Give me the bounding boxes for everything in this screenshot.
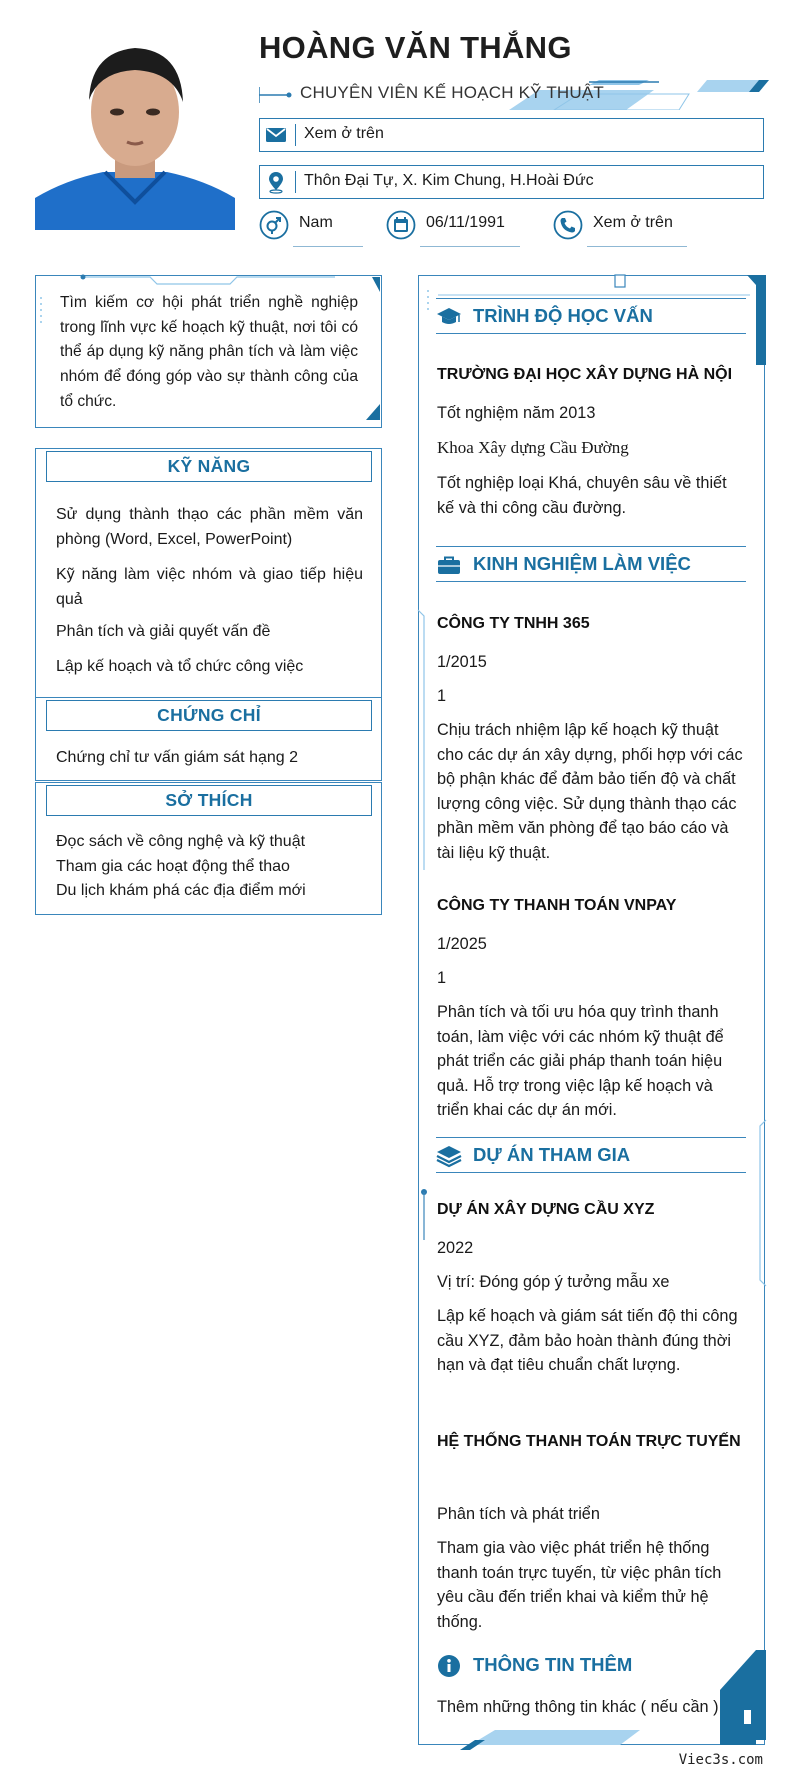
- major: Khoa Xây dựng Cầu Đường: [437, 438, 629, 457]
- underline: [293, 246, 363, 247]
- certificates-title: CHỨNG CHỈ: [46, 700, 372, 731]
- gender-icon: [259, 210, 289, 240]
- hobbies-title: SỞ THÍCH: [46, 785, 372, 816]
- calendar-icon: [386, 210, 416, 240]
- project-name: HỆ THỐNG THANH TOÁN TRỰC TUYẾN: [437, 1433, 741, 1450]
- job-role: 1: [437, 687, 447, 705]
- experience-title: KINH NGHIỆM LÀM VIỆC: [473, 553, 691, 574]
- experience-header: [436, 546, 746, 582]
- phone-icon: [553, 210, 583, 240]
- skills-title: KỸ NĂNG: [46, 451, 372, 482]
- education-header: [436, 298, 746, 334]
- additional-title: THÔNG TIN THÊM: [473, 1654, 633, 1675]
- graduation-cap-icon: [436, 305, 462, 329]
- skill-item: Lập kế hoạch và tổ chức công việc: [56, 658, 304, 675]
- skill-item: Phân tích và giải quyết vấn đề: [56, 623, 271, 640]
- project-role: Vị trí: Đóng góp ý tưởng mẫu xe: [437, 1273, 670, 1291]
- briefcase-icon: [436, 553, 462, 577]
- email-value: Xem ở trên: [304, 125, 384, 142]
- address-field: [259, 165, 764, 199]
- project-time: 2022: [437, 1239, 474, 1257]
- job-time: 1/2025: [437, 935, 487, 953]
- hobby-item: Tham gia các hoạt động thể thao: [56, 858, 290, 875]
- position-title: CHUYÊN VIÊN KẾ HOẠCH KỸ THUẬT: [300, 83, 604, 102]
- job-description: Phân tích và tối ưu hóa quy trình thanh toán, làm việc với các nhóm kỹ thuật để phát triển các giải pháp thanh toán hiệu quả. Hỗ trợ trong việc lập kế hoạch và triển khai các dự án mới.: [437, 1003, 724, 1119]
- layers-icon: [436, 1144, 462, 1168]
- job-role: 1: [437, 969, 447, 987]
- phone-value: Xem ở trên: [593, 214, 673, 231]
- field-separator: [295, 171, 296, 193]
- info-icon: [436, 1654, 462, 1678]
- skill-item: Kỹ năng làm việc nhóm và giao tiếp hiệu quả: [56, 566, 363, 608]
- company-name: CÔNG TY THANH TOÁN VNPAY: [437, 897, 677, 914]
- projects-title: DỰ ÁN THAM GIA: [473, 1144, 631, 1165]
- birthday-value: 06/11/1991: [426, 214, 505, 231]
- avatar-photo: [35, 30, 235, 230]
- education-title: TRÌNH ĐỘ HỌC VẤN: [473, 305, 653, 326]
- avatar-illustration: [35, 30, 235, 230]
- graduation-time: Tốt nghiệm năm 2013: [437, 404, 596, 422]
- project-description: Lập kế hoạch và giám sát tiến độ thi công cầu XYZ, đảm bảo hoàn thành đúng thời hạn và đạt tiêu chuẩn chất lượng.: [437, 1307, 738, 1374]
- additional-header: [436, 1648, 746, 1684]
- project-name: DỰ ÁN XÂY DỰNG CẦU XYZ: [437, 1201, 655, 1218]
- email-field: [259, 118, 764, 152]
- additional-text: Thêm những thông tin khác ( nếu cần ): [437, 1698, 719, 1716]
- watermark: Viec3s.com: [678, 1752, 763, 1768]
- education-description: Tốt nghiệp loại Khá, chuyên sâu về thiết kế và thi công cầu đường.: [437, 474, 727, 517]
- hobby-item: Du lịch khám phá các địa điểm mới: [56, 882, 306, 899]
- birthday-item: [386, 210, 526, 252]
- job-description: Chịu trách nhiệm lập kế hoạch kỹ thuật cho các dự án xây dựng, phối hợp với các bộ phận khác để đảm bảo tiến độ và chất lượng công việc. Sử dụng thành thạo các phần mềm văn phòng để tạo báo cáo và tài liệu kỹ thuật.: [437, 721, 743, 862]
- position-row: [259, 80, 769, 110]
- candidate-name: HOÀNG VĂN THẮNG: [259, 30, 572, 65]
- project-description: Tham gia vào việc phát triển hệ thống thanh toán trực tuyến, từ việc phân tích yêu cầu đến triển khai và kiểm thử hệ thống.: [437, 1539, 722, 1631]
- certificate-item: Chứng chỉ tư vấn giám sát hạng 2: [56, 749, 298, 766]
- email-icon: [264, 123, 288, 147]
- skill-item: Sử dụng thành thạo các phần mềm văn phòng (Word, Excel, PowerPoint): [56, 506, 363, 548]
- projects-header: [436, 1137, 746, 1173]
- company-name: CÔNG TY TNHH 365: [437, 615, 590, 632]
- location-pin-icon: [264, 170, 288, 194]
- job-time: 1/2015: [437, 653, 487, 671]
- project-role: Phân tích và phát triển: [437, 1505, 600, 1523]
- school-name: TRƯỜNG ĐẠI HỌC XÂY DỰNG HÀ NỘI: [437, 366, 733, 383]
- gender-item: [259, 210, 369, 252]
- underline: [420, 246, 520, 247]
- gender-value: Nam: [299, 214, 333, 231]
- address-value: Thôn Đại Tự, X. Kim Chung, H.Hoài Đức: [304, 172, 594, 189]
- career-objective: Tìm kiếm cơ hội phát triển nghề nghiệp trong lĩnh vực kế hoạch kỹ thuật, nơi tôi có thể áp dụng kỹ năng phân tích và làm việc nhóm để đóng góp vào sự thành công của tổ chức.: [60, 294, 358, 410]
- hobby-item: Đọc sách về công nghệ và kỹ thuật: [56, 833, 306, 850]
- phone-item: [553, 210, 693, 252]
- underline: [587, 246, 687, 247]
- field-separator: [295, 124, 296, 146]
